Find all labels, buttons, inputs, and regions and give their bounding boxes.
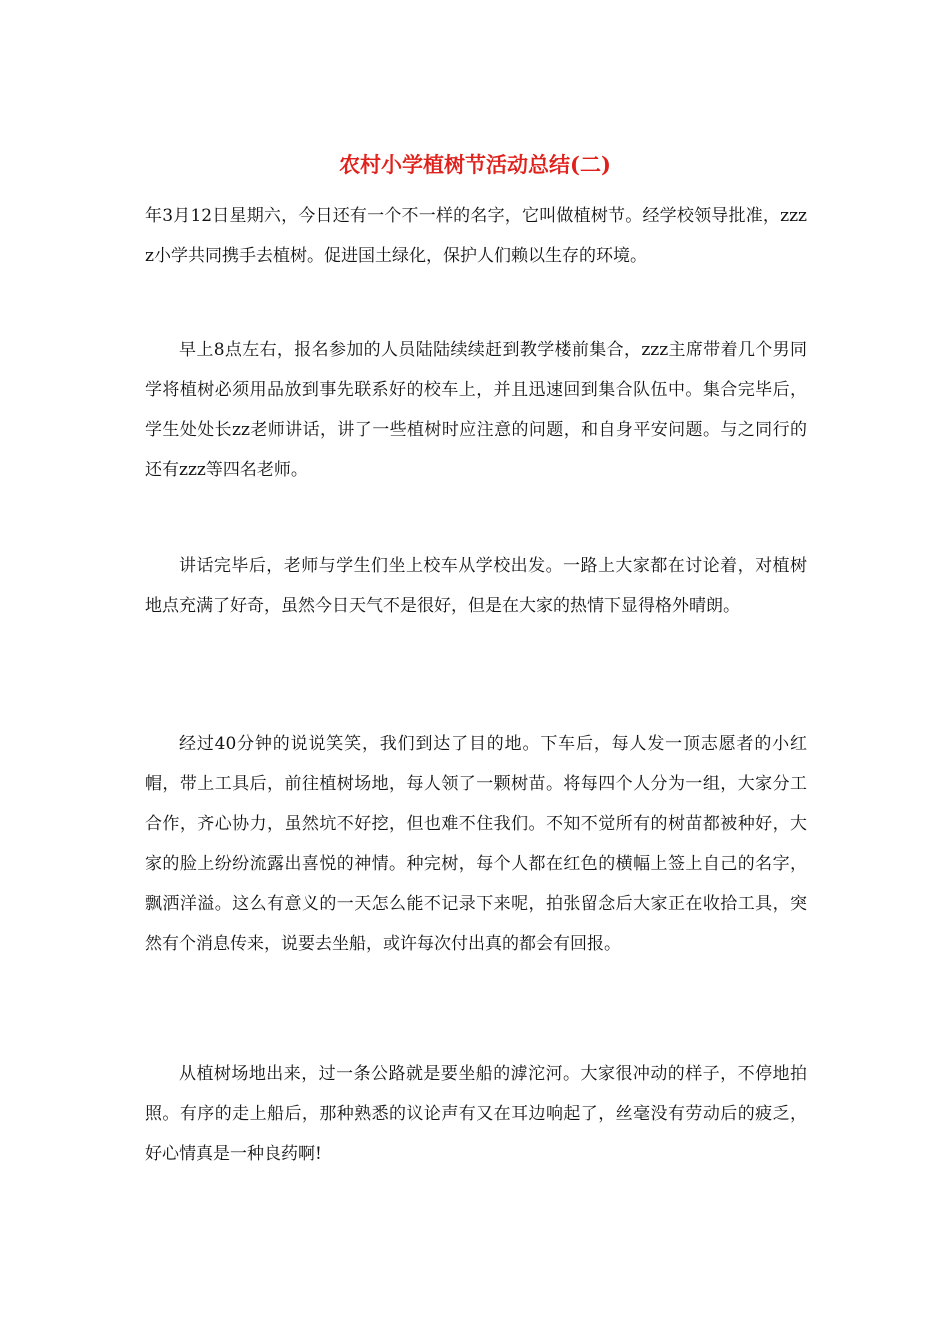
document-title: 农村小学植树节活动总结(二) (339, 152, 611, 177)
paragraph-4: 经过40分钟的说说笑笑，我们到达了目的地。下车后，每人发一顶志愿者的小红帽，带上工具后，前往植树场地，每人领了一颗树苗。将每四个人分为一组，大家分工合作，齐心协力，虽然坑不好挖，但也难不住我们。不知不觉所有的树苗都被种好，大家的脸上纷纷流露出喜悦的神情。种完树，每个人都在红色的横幅上签上自己的名字，飘洒洋溢。这么有意义的一天怎么能不记录下来呢，拍张留念后大家正在收拾工具，突然有个消息传来，说要去坐船，或许每次付出真的都会有回报。 (145, 734, 807, 954)
paragraph-2: 早上8点左右，报名参加的人员陆陆续续赶到教学楼前集合，zzz主席带着几个男同学将植树必须用品放到事先联系好的校车上，并且迅速回到集合队伍中。集合完毕后，学生处处长zz老师讲话，讲了一些植树时应注意的问题，和自身平安问题。与之同行的还有zzz等四名老师。 (145, 340, 807, 480)
paragraph-3: 讲话完毕后，老师与学生们坐上校车从学校出发。一路上大家都在讨论着，对植树地点充满了好奇，虽然今日天气不是很好，但是在大家的热情下显得格外晴朗。 (145, 556, 807, 616)
paragraph-5: 从植树场地出来，过一条公路就是要坐船的滹沱河。大家很冲动的样子，不停地拍照。有序的走上船后，那种熟悉的议论声有又在耳边响起了，丝毫没有劳动后的疲乏，好心情真是一种良药啊! (145, 1064, 807, 1164)
paragraph-1: 年3月12日星期六，今日还有一个不一样的名字，它叫做植树节。经学校领导批准，zzzz小学共同携手去植树。促进国土绿化，保护人们赖以生存的环境。 (145, 206, 807, 266)
